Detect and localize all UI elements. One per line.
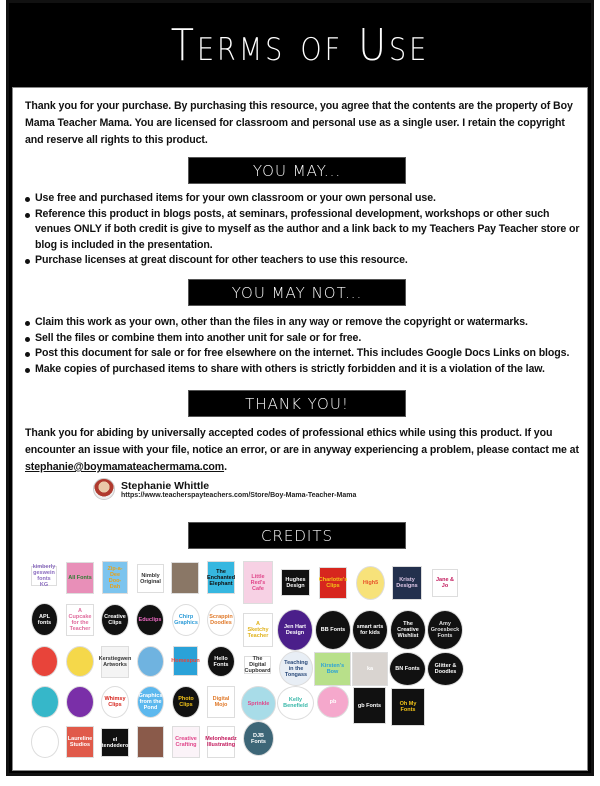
logo-label: Kerstiegwen Artworks xyxy=(98,656,132,668)
you-may-not-heading: YOU MAY NOT... xyxy=(188,279,406,306)
credit-logo xyxy=(207,604,235,636)
credit-logo xyxy=(352,652,388,686)
logo-label: A Sketchy Teacher xyxy=(247,621,269,639)
you-may-list xyxy=(25,191,585,269)
credit-logo xyxy=(66,604,94,636)
credit-logo xyxy=(171,562,199,594)
credit-logo xyxy=(137,726,164,758)
credit-logo xyxy=(207,726,235,758)
logo-label: Little Red's Cafe xyxy=(250,573,266,592)
logo-label: Glitter & Doodles xyxy=(434,663,457,675)
logo-label: Oh My Fonts xyxy=(399,701,417,713)
logo-label: DJB Fonts xyxy=(251,732,266,745)
list-item: Make copies of purchased items to share with others is strictly forbidden and it is a violation of the law. xyxy=(25,362,585,378)
credit-logo xyxy=(241,686,276,721)
list-item: Reference this product in blogs posts, at seminars, professional development, workshops or other such venues ONLY if both credit is give to myself as the author and a link back to my Teachers Pay Teacher store or blog is included in the presentation. xyxy=(25,207,585,254)
credit-logo xyxy=(101,686,129,718)
credit-logo xyxy=(243,721,274,756)
logo-label: gb Fonts xyxy=(357,702,382,709)
list-item: Sell the files or combine them into another unit for sale or for free. xyxy=(25,331,585,347)
credit-logo xyxy=(137,564,164,593)
logo-label: Nimbly Original xyxy=(140,572,161,585)
logo-label: Amy Groesbeck Fonts xyxy=(430,621,460,639)
content-area xyxy=(12,87,588,771)
credit-logo xyxy=(243,561,273,604)
list-item: Use free and purchased items for your own classroom or your own personal use. xyxy=(25,191,585,207)
list-item: Post this document for sale or for free elsewhere on the internet. This includes Google Docs Links on blogs. xyxy=(25,346,585,362)
credit-logo xyxy=(137,686,164,718)
page-title: Terms of Use xyxy=(170,19,430,71)
thank-you-paragraph xyxy=(25,425,581,476)
credit-logo xyxy=(66,686,94,718)
credit-logo xyxy=(101,728,129,757)
credit-logo xyxy=(427,610,463,650)
logo-label: High5 xyxy=(362,580,379,586)
credit-logo xyxy=(243,613,273,647)
logo-label: Zip-a-Dee Doo-Dah xyxy=(107,565,123,590)
logo-label: Chirp Graphics xyxy=(174,614,198,626)
logo-label: Kristy Designs xyxy=(396,577,418,589)
credit-logo xyxy=(31,603,58,636)
thank-you-heading: THANK YOU! xyxy=(188,390,406,417)
period: . xyxy=(224,461,227,473)
logo-label: ka xyxy=(366,666,374,672)
credit-logo xyxy=(31,646,58,677)
logo-label: Jane & Jo xyxy=(435,577,455,589)
logo-label: smart arts for kids xyxy=(356,624,384,636)
credit-logo xyxy=(102,561,128,594)
avatar xyxy=(93,478,115,500)
logo-label: Whimsy Clips xyxy=(104,696,126,708)
credits-heading: CREDITS xyxy=(188,522,406,549)
credit-logo xyxy=(281,569,310,596)
you-may-not-list xyxy=(25,315,585,377)
logo-label: APL fonts xyxy=(37,613,52,626)
credit-logo xyxy=(31,566,57,586)
credit-logo xyxy=(207,561,235,594)
credit-logo xyxy=(390,610,426,650)
credit-logo xyxy=(136,604,164,636)
credit-logo xyxy=(207,686,235,718)
you-may-heading: YOU MAY... xyxy=(188,157,406,184)
credit-logo xyxy=(172,604,200,636)
credit-logo xyxy=(66,726,94,758)
logo-label: Educlips xyxy=(138,617,162,623)
logo-label: Hughes Design xyxy=(285,576,306,589)
credit-logo xyxy=(432,569,458,597)
credit-logo xyxy=(66,646,94,677)
page-frame xyxy=(6,0,594,776)
credit-logo xyxy=(172,686,200,718)
logo-label: The Creative Wishlist xyxy=(397,621,419,639)
logo-label: Sprinkle xyxy=(247,700,270,707)
store-url[interactable]: https://www.teacherspayteachers.com/Store/Boy-Mama-Teacher-Mama xyxy=(121,491,357,499)
credit-logo xyxy=(172,726,200,758)
credit-logo xyxy=(317,686,349,718)
logo-label: BN Fonts xyxy=(395,666,420,672)
credit-logo xyxy=(319,567,347,599)
logo-label: Digital Mojo xyxy=(212,696,230,708)
signature xyxy=(93,478,356,500)
credit-logo xyxy=(427,652,464,686)
logo-label: Teaching in the Tongass xyxy=(284,659,308,678)
credit-logo xyxy=(277,609,313,651)
list-item: Purchase licenses at great discount for other teachers to use this resource. xyxy=(25,253,585,269)
logo-label: el tendedero xyxy=(101,736,129,749)
intro-paragraph: Thank you for your purchase. By purchasing this resource, you agree that the contents are the property of Boy Mama Teacher Mama. You are licensed for classroom and personal use as a single user. I retain the copyright and reserve all rights to this product. xyxy=(25,100,573,146)
logo-label: Creative Clips xyxy=(104,614,126,626)
credit-logo xyxy=(31,726,59,758)
logo-label: Melonheadz Illustrating xyxy=(205,736,237,748)
logo-label: Jen Hart Design xyxy=(283,624,306,636)
logo-label: The Enchanted Elephant xyxy=(206,568,236,587)
credit-logo xyxy=(315,610,351,650)
credit-logo xyxy=(277,686,314,720)
credit-logo xyxy=(279,651,313,686)
list-item: Claim this work as your own, other than the files in any way or remove the copyright or watermarks. xyxy=(25,315,585,331)
logo-label: Graphics from the Pond xyxy=(138,693,163,711)
credit-logo xyxy=(356,566,385,600)
logo-label: Photo Clips xyxy=(178,696,194,708)
email-link[interactable]: stephanie@boymamateachermama.com xyxy=(25,461,225,473)
credit-logo xyxy=(101,604,129,636)
logo-label: All Fonts xyxy=(68,575,92,581)
credit-logo xyxy=(392,566,422,600)
credit-logo xyxy=(137,646,164,677)
credit-logo xyxy=(389,652,426,686)
credit-logo xyxy=(173,646,198,676)
signature-name: Stephanie Whittle xyxy=(121,479,210,492)
credit-logo xyxy=(314,652,351,686)
credit-logo xyxy=(207,646,235,677)
logo-label: Charlotte's Clips xyxy=(318,577,348,589)
logo-label: Scrappin Doodles xyxy=(209,614,233,626)
logo-label: pb xyxy=(329,699,337,705)
logo-label: BB Fonts xyxy=(320,627,346,633)
logo-label: Creative Crafting xyxy=(175,736,197,748)
logo-label: Homespun xyxy=(171,658,200,664)
thank-you-text: Thank you for abiding by universally accepted codes of professional ethics while using this product. If you encounter an issue with your file, notice an error, or are in anyway experiencing a problem, please contact me at xyxy=(25,427,579,456)
credit-logo xyxy=(98,646,132,678)
logo-label: Hello Fonts xyxy=(213,655,229,668)
logo-label: Laureline Studios xyxy=(67,736,93,748)
title-banner xyxy=(9,3,591,87)
logo-label: Kelly Benefield xyxy=(283,697,308,709)
credit-logo xyxy=(244,656,271,674)
logo-label: The Digital Cupboard xyxy=(244,656,271,674)
credit-logo xyxy=(353,687,386,724)
credit-logo xyxy=(31,686,59,718)
credit-logo xyxy=(352,610,388,650)
logo-label: Kirsten's Bow xyxy=(320,663,345,675)
credit-logo xyxy=(66,562,94,594)
logo-label: kimberly geswein fonts KG xyxy=(32,564,56,588)
credit-logo xyxy=(391,688,425,726)
logo-label: A Cupcake for the Teacher xyxy=(68,608,92,632)
